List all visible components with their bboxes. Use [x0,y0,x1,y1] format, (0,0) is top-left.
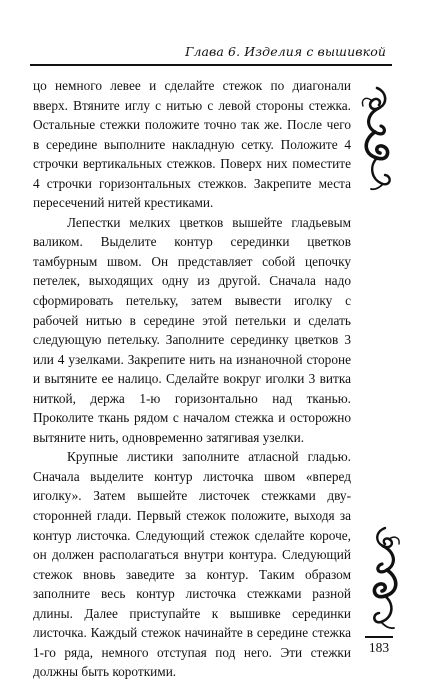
page-number: 183 [368,640,390,655]
paragraph: цо немного левее и сделайте стежок по диагонали вверх. Втяните иглу с нитью с левой стороны стежка. Остальные стежки положите точно так же. После чего в середине выполните накладную сетку. Положите 4 строчки вертикальных стежков. Поверх них поместите 4 строчки горизонтальных стежков. Закрепите места пересечений нитей крестиками. [33,78,351,211]
paragraph: Лепестки мелких цветков вышейте гладьевым валиком. Выделите контур серединки цветков тамбурным швом. Он представляет собой цепочку петелек, выходящих одну из другой. Сначала надо сформировать петельку, затем вывести иголку с рабочей нитью в середине этой петельки и сделать следующую петельку. Заполните серединку цветков 3 или 4 узелками. Закрепите нить на изнаночной стороне и вытяните ее налицо. Сделайте вокруг иголки 3 витка ниткой, держа 1-ю горизонтально над тканью. Проколите ткань рядом с началом стежка и осторожно вытяните нить, одновременно затягивая узелки. [33,214,351,445]
footer-rule [365,636,393,638]
running-head: Глава 6. Изделия с вышивкой [185,44,386,59]
scroll-ornament-icon [367,524,407,634]
body-text [33,76,351,682]
paragraph: Крупные листики заполните атласной гладью. Сначала выделите контур листочка швом «вперед иголку». Затем вышейте листочек стежками двусторонней глади. Первый стежок положите, выходя за контур листочка. Следующий стежок сделайте короче, он должен располагаться внутри контура. Следующий стежок вновь заведите за контур. Таким образом заполните весь контур листочка стежками разной длины. Далее приступайте к вышивке серединки листочка. Каждый стежок начинайте в середине стежка 1-го ряда, немного отступая под него. Эти стежки должны быть короткими. [33,449,351,680]
scroll-ornament-icon [357,84,397,194]
header-rule [30,64,392,66]
